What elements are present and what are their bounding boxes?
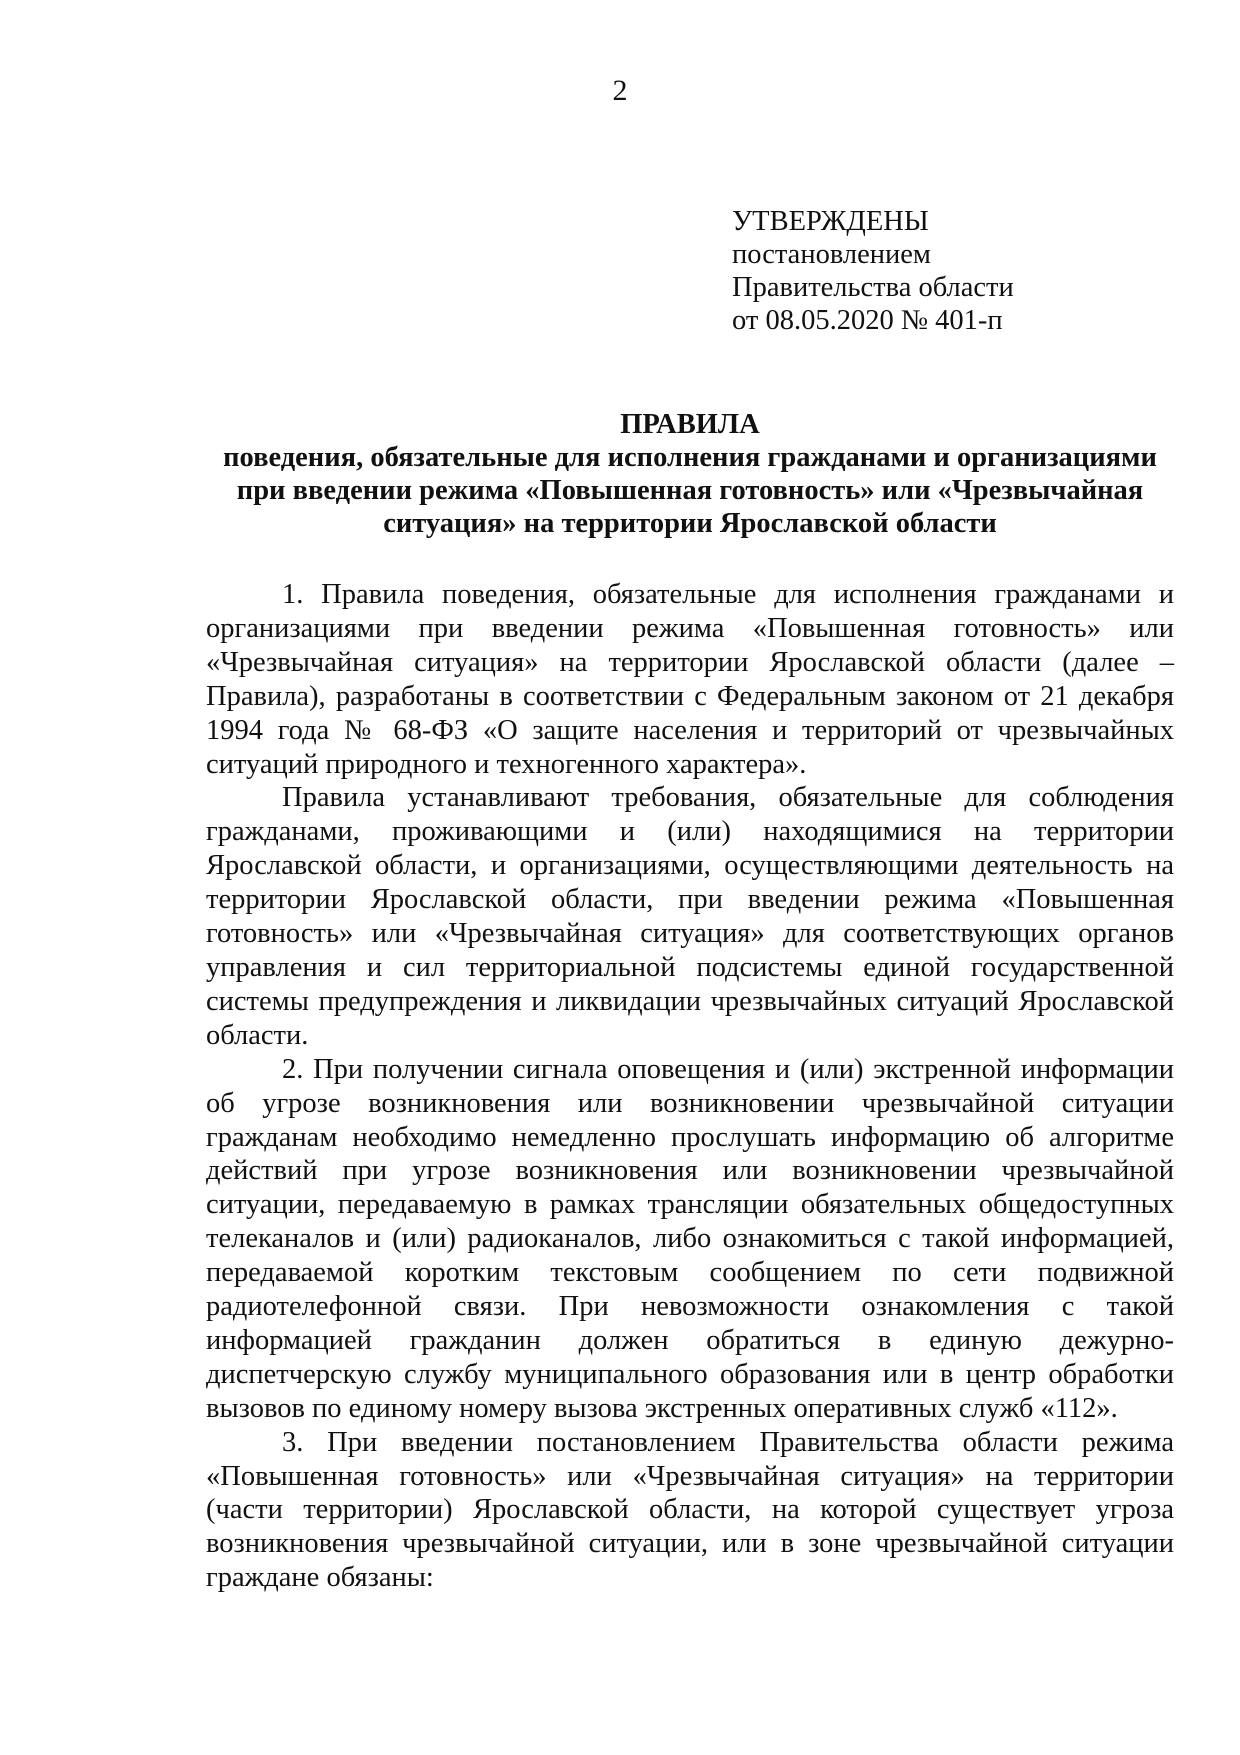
approval-date-number: от 08.05.2020 № 401-п [732,305,1003,336]
paragraph: 1. Правила поведения, обязательные для исполнения гражданами и организациями при введении режима «Повышенная готовность» или «Чрезвычайная ситуация» на территории Ярославской области (далее – Правила), разработаны в соответствии с Федеральным законом от 21 декабря 1994 года № 68-ФЗ «О защите населения и территорий от чрезвычайных ситуаций природного и техногенного характера». [206,579,1174,780]
approval-line: постановлением [732,239,931,270]
approval-line: Правительства области [732,272,1014,303]
paragraph: 2. При получении сигнала оповещения и (или) экстренной информации об угрозе возникновения или возникновении чрезвычайной ситуации гражданам необходимо немедленно прослушать информацию об алгоритме действий при угрозе возникновения или возникновении чрезвычайной ситуации, передаваемую в рамках трансляции обязательных общедоступных телеканалов и (или) радиоканалов, либо ознакомиться с такой информацией, передаваемой коротким текстовым сообщением по сети подвижной радиотелефонной связи. При невозможности ознакомления с такой информацией гражданин должен обратиться в единую дежурно-диспетчерскую службу муниципального образования или в центр обработки вызовов по единому номеру вызова экстренных оперативных служб «112». [206,1053,1174,1424]
document-title [206,408,1174,540]
paragraph: Правила устанавливают требования, обязательные для соблюдения гражданами, проживающими и (или) находящимися на территории Ярославской области, и организациями, осуществляющими деятельность на территории Ярославской области, при введении режима «Повышенная готовность» или «Чрезвычайная ситуация» для соответствующих органов управления и сил территориальной подсистемы единой государственной системы предупреждения и ликвидации чрезвычайных ситуаций Ярославской области. [206,782,1174,1051]
paragraph: 3. При введении постановлением Правительства области режима «Повышенная готовность» или «Чрезвычайная ситуация» на территории (части территории) Ярославской области, на которой существует угроза возникновения чрезвычайной ситуации, или в зоне чрезвычайной ситуации граждане обязаны: [206,1426,1174,1594]
page-number: 2 [612,74,628,107]
title-main: ПРАВИЛА [620,409,760,440]
approval-stamp [732,205,1014,337]
title-subline: поведения, обязательные для исполнения гражданами и организациями [223,442,1157,473]
document-body [206,578,1174,1595]
title-subline: при введении режима «Повышенная готовность» или «Чрезвычайная [236,475,1144,506]
title-subline: ситуация» на территории Ярославской области [383,508,997,539]
approval-heading: УТВЕРЖДЕНЫ [732,206,929,237]
